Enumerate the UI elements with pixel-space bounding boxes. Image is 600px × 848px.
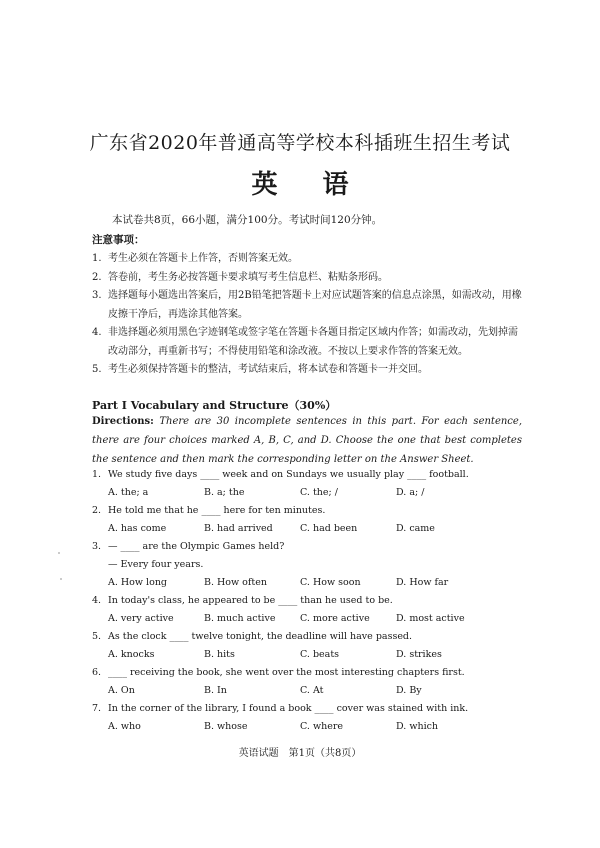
option-d: D. which bbox=[396, 721, 439, 732]
notice-item bbox=[92, 361, 522, 380]
question-options bbox=[92, 646, 532, 664]
scan-speck bbox=[60, 578, 62, 580]
exam-title: 广东省2020年普通高等学校本科插班生招生考试 bbox=[89, 132, 511, 154]
option-b: B. In bbox=[204, 685, 227, 696]
notice-item bbox=[92, 269, 522, 288]
question-options bbox=[92, 484, 532, 502]
option-b: B. a; the bbox=[204, 487, 245, 498]
question-item bbox=[92, 700, 532, 736]
notice-item-number: 3. bbox=[92, 290, 102, 301]
notice-item-text: 答卷前，考生务必按答题卡要求填写考生信息栏、粘贴条形码。 bbox=[108, 271, 388, 283]
question-number: 3. bbox=[92, 541, 102, 552]
option-c: C. where bbox=[300, 721, 344, 732]
notice-item-text: 考生必须保持答题卡的整洁，考试结束后，将本试卷和答题卡一并交回。 bbox=[108, 364, 428, 375]
option-a: A. has come bbox=[108, 523, 167, 534]
question-item bbox=[92, 664, 532, 700]
directions bbox=[92, 412, 522, 469]
page-footer: 英语试题 第1页（共8页） bbox=[238, 748, 362, 759]
option-a: A. who bbox=[108, 721, 141, 732]
question-item bbox=[92, 592, 532, 628]
notice-item-number: 1. bbox=[92, 253, 102, 264]
notice-heading: 注意事项： bbox=[92, 234, 145, 246]
directions-label: Directions: bbox=[92, 416, 154, 427]
question-number: 5. bbox=[92, 631, 102, 642]
question-item bbox=[92, 628, 532, 664]
option-a: A. knocks bbox=[108, 649, 155, 660]
intro-text: 本试卷共8页，66小题，满分100分。考试时间120分钟。 bbox=[112, 214, 383, 226]
notice-item bbox=[92, 287, 522, 324]
question-options bbox=[92, 574, 532, 592]
question-stem: We study five days ____ week and on Sundays we usually play ____ football. bbox=[108, 469, 469, 480]
notice-item-text: 非选择题必须用黑色字迹钢笔或签字笔在答题卡各题目指定区域内作答；如需改动，先划掉需改动部分，再重新书写；不得使用铅笔和涂改液。不按以上要求作答的答案无效。 bbox=[108, 327, 518, 357]
option-d: D. By bbox=[396, 685, 422, 696]
option-c: C. How soon bbox=[300, 577, 361, 588]
option-d: D. most active bbox=[396, 613, 465, 624]
question-list bbox=[92, 466, 532, 736]
notice-item-text: 选择题每小题选出答案后，用2B铅笔把答题卡上对应试题答案的信息点涂黑，如需改动，用橡皮擦干净后，再选涂其他答案。 bbox=[108, 290, 522, 320]
question-number: 6. bbox=[92, 667, 102, 678]
option-b: B. How often bbox=[204, 577, 267, 588]
scan-speck bbox=[58, 552, 60, 554]
question-number: 4. bbox=[92, 595, 102, 606]
option-b: B. had arrived bbox=[204, 523, 273, 534]
notice-item-number: 5. bbox=[92, 364, 102, 375]
notice-item-text: 考生必须在答题卡上作答，否则答案无效。 bbox=[108, 253, 298, 264]
question-stem: ____ receiving the book, she went over the most interesting chapters first. bbox=[108, 667, 465, 678]
notice-item-number: 2. bbox=[92, 271, 102, 283]
question-item bbox=[92, 538, 532, 592]
subject-title: 英 语 bbox=[251, 170, 367, 200]
part-title: Part Ⅰ Vocabulary and Structure（30%） bbox=[92, 399, 337, 412]
option-c: C. beats bbox=[300, 649, 340, 660]
option-a: A. On bbox=[108, 685, 135, 696]
question-stem: He told me that he ____ here for ten minutes. bbox=[108, 505, 326, 516]
option-a: A. How long bbox=[108, 577, 168, 588]
directions-text: There are 30 incomplete sentences in this part. For each sentence, there are four choices marked A, B, C, and D. Choose the one that best completes the sentence and then mark the corresponding letter on the Answer Sheet. bbox=[92, 416, 523, 465]
question-options bbox=[92, 718, 532, 736]
question-item bbox=[92, 502, 532, 538]
question-options bbox=[92, 610, 532, 628]
option-c: C. more active bbox=[300, 613, 370, 624]
option-c: C. the; / bbox=[300, 487, 338, 498]
option-d: D. How far bbox=[396, 577, 449, 588]
option-c: C. At bbox=[300, 685, 324, 696]
option-a: A. the; a bbox=[108, 487, 149, 498]
option-b: B. whose bbox=[204, 721, 248, 732]
option-d: D. a; / bbox=[396, 487, 425, 498]
question-stem: As the clock ____ twelve tonight, the deadline will have passed. bbox=[108, 631, 413, 642]
question-options bbox=[92, 682, 532, 700]
question-stem: In the corner of the library, I found a book ____ cover was stained with ink. bbox=[108, 703, 469, 714]
question-number: 2. bbox=[92, 505, 102, 516]
option-b: B. hits bbox=[204, 649, 235, 660]
option-d: D. strikes bbox=[396, 649, 442, 660]
option-d: D. came bbox=[396, 523, 435, 534]
notice-item-number: 4. bbox=[92, 327, 102, 338]
option-b: B. much active bbox=[204, 613, 276, 624]
notice-item bbox=[92, 324, 522, 361]
option-c: C. had been bbox=[300, 523, 358, 534]
question-stem: In today's class, he appeared to be ____ than he used to be. bbox=[108, 595, 393, 606]
notice-list bbox=[92, 250, 522, 380]
question-answer-line: — Every four years. bbox=[108, 559, 204, 570]
question-number: 1. bbox=[92, 469, 102, 480]
notice-item bbox=[92, 250, 522, 269]
option-a: A. very active bbox=[108, 613, 174, 624]
question-stem: — ____ are the Olympic Games held? bbox=[108, 541, 285, 552]
question-number: 7. bbox=[92, 703, 102, 714]
question-item bbox=[92, 466, 532, 502]
question-options bbox=[92, 520, 532, 538]
